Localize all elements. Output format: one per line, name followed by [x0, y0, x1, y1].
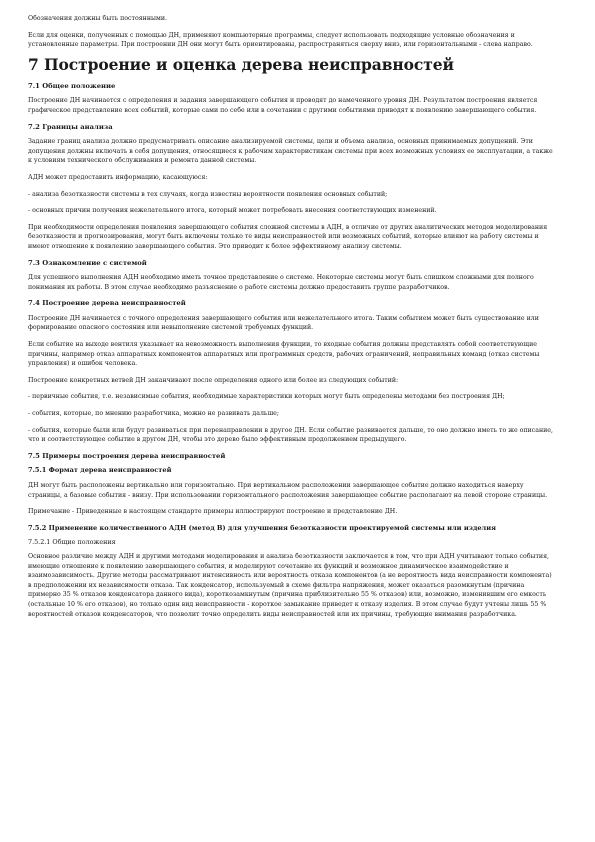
intro-paragraph-1: Обозначения должны быть постоянными. — [28, 15, 167, 22]
section-7-title: 7 Построение и оценка дерева неисправностей — [28, 54, 454, 74]
section-7-5-1-title: 7.5.1 Формат дерева неисправностей — [28, 466, 172, 475]
section-7-3-paragraph-1: Для успешного выполнения АДН необходимо иметь точное представление о системе. Некоторые системы могут быть слишком сложными для полного понимания их работы. В этом случае необходимо разъяснение о работе системы должно предоставить группе разработчиков. — [28, 274, 534, 291]
section-7-4-list-item-3: - события, которые были или будут развиваться при перенаправлении в другое ДН. Если событие развивается дальше, то оно должно иметь то же описание, что и соответствующее событие в другом ДН, чтобы это дерево было эффективным продолжением предыдущего. — [28, 426, 553, 444]
section-7-2-list-item-1: - анализа безотказности системы в тех случаях, когда известны вероятности появления основных событий; — [28, 190, 388, 198]
section-7-4-title: 7.4 Построение дерева неисправностей — [28, 299, 186, 308]
section-7-5-2-title: 7.5.2 Применение количественного АДН (метод В) для улучшения безотказности проектируемой системы или изделия — [28, 523, 496, 532]
section-7-2-paragraph-1: Задание границ анализа должно предусматривать описание анализируемой системы, цели и объема анализа, основных принимаемых допущений. Эти допущения должны включать в себя допущения, относящиеся к рабочим характеристикам системы при всех возможных условиях ее эксплуатации, а также к условиям технического обслуживания и ремонта данной системы. — [28, 138, 553, 165]
section-7-4-paragraph-1: Построение ДН начинается с точного определения завершающего события или нежелательного итога. Таким событием может быть существование или формирование опасного состояния или невыполнение системой требуемых функций. — [28, 314, 539, 332]
section-7-4-list-item-2: - события, которые, по мнению разработчика, можно не развивать дальше; — [28, 410, 279, 418]
intro-paragraph-2: Если для оценки, полученных с помощью ДН, применяют компьютерные программы, следует использовать подходящие условные обозначения и установленные параметры. При построении ДН они могут быть ориентированы, распространяться сверху вниз, или горизонтальными - слева направо. — [28, 31, 533, 49]
section-7-2-paragraph-2: АДН может предоставить информацию, касающуюся: — [28, 173, 208, 181]
section-7-5-2-1-paragraph-1: Основное различие между АДН и другими методами моделирования и анализа безотказности заключается в том, что при АДН учитывают только события, имеющие отношение к появлению завершающего события, и моделируют сочетание их функций и возможное динамическое взаимодействие и взаимозависимость. Другие методы рассматривают интенсивность или вероятность отказа компонентов (а не вероятность вида неисправности компонента) в предположении их независимости отказа. Так конденсатор, используемый в схеме фильтра напряжения, может оказаться разомкнутым (причина примерно 35 % отказов конденсатора данного вида), короткозамкнутым (причина приблизительно 55 % отказов) или, возможно, изменившим его емкость (остальные 10 % его отказов), но только один вид неисправности - короткое замыкание приведет к отказу изделия. В этом случае будут учтены лишь 55 % вероятностей отказов конденсаторов, что позволит точно определить виды неисправностей или их причины, требующие внимания разработчика. — [28, 552, 552, 618]
section-7-5-title: 7.5 Примеры построения дерева неисправностей — [28, 451, 226, 460]
section-7-5-2-1-title: 7.5.2.1 Общие положения — [28, 538, 116, 547]
section-7-4-paragraph-2: Если событие на выходе вентиля указывает на невозможность выполнения функции, то входные события должны представлять собой соответствующие причины, например отказ аппаратных компонентов аппаратных или программных средств, рабочих ограничений, неправильных команд (отказ системы управления) и ошибок человека. — [28, 341, 540, 368]
section-7-4-list-item-1: - первичные события, т.е. независимые события, необходимые характеристики которых могут быть определены методами без построения ДН; — [28, 393, 505, 401]
section-7-3-title: 7.3 Ознакомление с системой — [28, 258, 147, 267]
section-7-2-title: 7.2 Границы анализа — [28, 122, 113, 131]
section-7-1-title: 7.1 Общее положение — [28, 81, 116, 90]
section-7-5-1-note: Примечание - Приведенные в настоящем стандарте примеры иллюстрируют построение и представление ДН. — [28, 508, 398, 516]
section-7-5-1-paragraph-1: ДН могут быть расположены вертикально или горизонтально. При вертикальном расположении завершающее событие должно находиться наверху страницы, а базовые события - внизу. При использовании горизонтального расположения завершающее событие располагают на левой стороне страницы. — [28, 482, 548, 499]
section-7-1-paragraph-1: Построение ДН начинается с определения и задания завершающего события и проводят до намеченного уровня ДН. Результатом построения является графическое представление всех событий, которые сами по себе или в сочетании с другими событиями приводят к появлению завершающего события. — [28, 97, 538, 114]
section-7-4-paragraph-3: Построение конкретных ветвей ДН заканчивают после определения одного или более из следующих событий: — [28, 376, 399, 384]
section-7-2-paragraph-3: При необходимости определения появления завершающего события сложной системы в АДН, в отличие от других аналитических методов моделирования безотказности и прогнозирования, могут быть включены только те виды неисправностей или возможных событий, которые влияют на работу системы и имеют отношение к появлению завершающего события. Это приводит к более эффективному анализу системы. — [28, 223, 548, 250]
section-7-2-list-item-2: - основных причин получения нежелательного итога, который может потребовать внесения соответствующих изменений. — [28, 207, 437, 215]
